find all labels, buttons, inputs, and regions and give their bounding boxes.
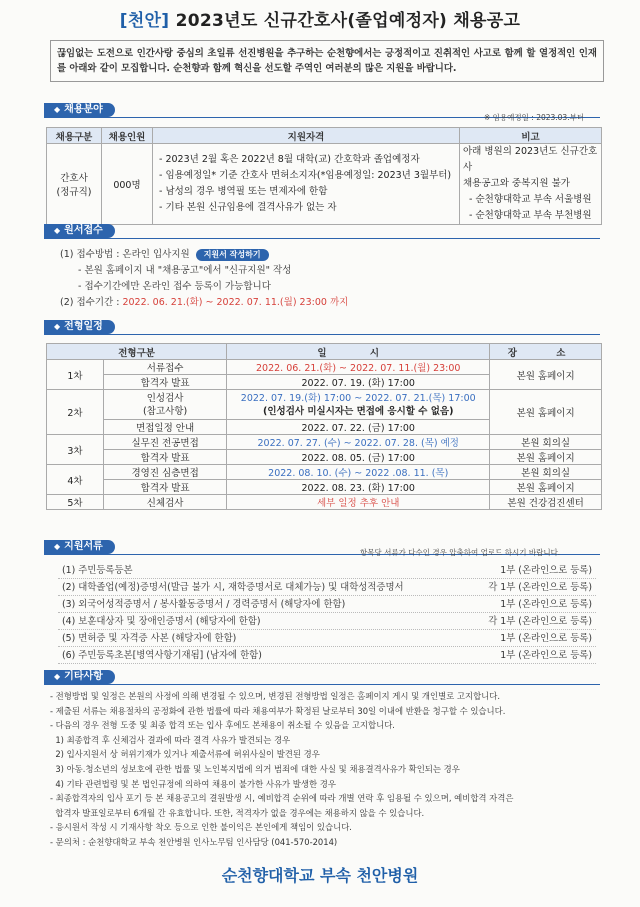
start-date-note: ※ 임용예정일 : 2023.03.부터 (484, 113, 585, 122)
diamond-icon: ◆ (54, 542, 61, 551)
apply-period-value: 2022. 06. 21.(화) ~ 2022. 07. 11.(월) 23:00 까지 (122, 297, 349, 308)
apply-period (60, 296, 348, 310)
etc-line: 합격자 발표일로부터 6개월 간 유효합니다. 또한, 적격자가 없을 경우에는 채용하지 않을 수 있습니다. (50, 807, 425, 818)
docs-note: 항목당 서류가 다수인 경우 압축하여 업로드 하시기 바랍니다. (360, 548, 561, 557)
qualification-line: - 기타 본원 신규임용에 결격사유가 없는 자 (159, 202, 337, 213)
doc-name: (5) 면허증 및 자격증 사본 (해당자에 한함) (62, 633, 237, 644)
schedule-item: 경영진 심층면접 (104, 465, 227, 480)
qualification-line: - 임용예정일* 기준 간호사 면허소지자(*임용예정일: 2023년 3월부터) (159, 170, 452, 181)
title-tag: [천안] (119, 11, 170, 31)
remark-line: - 순천향대학교 부속 서울병원 (469, 194, 592, 205)
title-text: 2023년도 신규간호사(졸업예정자) 채용공고 (175, 11, 521, 31)
intro-box: 끊임없는 도전으로 인간사랑 중심의 초일류 선진병원을 추구하는 순천향에서는 긍정적이고 진취적인 사고로 함께 할 열정적인 인재를 아래와 같이 모집합니다. 순천향과 함께 혁신을 선도할 주역인 여러분의 많은 지원을 바랍니다. (50, 40, 604, 82)
qualification-line: - 남성의 경우 병역필 또는 면제자에 한함 (159, 186, 328, 197)
doc-qty: 각 1부 (온라인으로 등록) (488, 582, 592, 593)
doc-qty: 1부 (온라인으로 등록) (500, 599, 592, 610)
schedule-date: 2022. 08. 10. (수) ~ 2022 .08. 11. (목) (227, 465, 490, 480)
category-line: (정규직) (56, 187, 92, 198)
schedule-table (46, 343, 602, 510)
schedule-date: 2022. 07. 19. (화) 17:00 (227, 375, 490, 390)
section-divider (44, 334, 600, 335)
etc-list (50, 689, 610, 850)
round-label: 3차 (47, 435, 104, 465)
schedule-date: 2022. 08. 05. (금) 17:00 (227, 450, 490, 465)
schedule-item: 합격자 발표 (104, 375, 227, 390)
etc-line: - 다음의 경우 전형 도중 및 최종 합격 또는 입사 후에도 본채용이 취소될 수 있음을 고지합니다. (50, 720, 395, 731)
apply-method (60, 248, 269, 262)
schedule-place: 본원 홈페이지 (490, 450, 602, 465)
category-line: 간호사 (60, 173, 88, 184)
section-apply-label: 원서접수 (64, 225, 103, 236)
apply-period-label: (2) 접수기간 : (60, 297, 123, 308)
remark-line: 채용공고와 중복지원 불가 (463, 178, 570, 189)
apply-method-text: (1) 접수방법 : 온라인 입사지원 (60, 249, 190, 260)
section-docs (44, 540, 115, 554)
etc-line: - 전형방법 및 일정은 본원의 사정에 의해 변경될 수 있으며, 변경된 전형방법 일정은 홈페이지 게시 및 개인별로 고지합니다. (50, 691, 501, 701)
doc-name: (4) 보훈대상자 및 장애인증명서 (해당자에 한함) (62, 616, 261, 627)
schedule-date-line: 2022. 07. 19.(화) 17:00 ~ 2022. 07. 21.(목) 17:00 (240, 392, 476, 404)
apply-sub: - 본원 홈페이지 내 "채용공고"에서 "신규지원" 작성 (78, 265, 292, 276)
schedule-place: 본원 회의실 (490, 435, 602, 450)
schedule-date (227, 390, 490, 420)
remark-line: 아래 병원의 2023년도 신규간호사 (463, 146, 598, 173)
schedule-item (104, 390, 227, 420)
doc-item (58, 648, 596, 664)
doc-qty: 1부 (온라인으로 등록) (500, 633, 592, 644)
schedule-header: 일 시 (227, 344, 490, 360)
schedule-header: 전형구분 (47, 344, 227, 360)
doc-item (58, 631, 596, 647)
round-label: 5차 (47, 495, 104, 510)
schedule-place: 본원 건강검진센터 (490, 495, 602, 510)
diamond-icon: ◆ (54, 105, 61, 114)
schedule-item-line: (참고사항) (143, 405, 188, 417)
schedule-item: 면접일정 안내 (104, 420, 227, 435)
doc-qty: 1부 (온라인으로 등록) (500, 650, 592, 661)
schedule-item: 신체검사 (104, 495, 227, 510)
etc-line: 3) 아동.청소년의 성보호에 관한 법률 및 노인복지법에 의거 범죄에 대한 사실 및 채용결격사유가 확인되는 경우 (50, 763, 460, 774)
etc-line: - 문의처 : 순천향대학교 부속 천안병원 인사노무팀 인사담당 (041-570-2014) (50, 836, 338, 847)
recruit-remarks (460, 144, 602, 225)
recruit-count: 000명 (102, 144, 153, 225)
schedule-place: 본원 홈페이지 (490, 360, 602, 390)
schedule-item: 실무진 전공면접 (104, 435, 227, 450)
section-schedule-label: 전형일정 (64, 321, 103, 332)
remark-line: - 순천향대학교 부속 부천병원 (469, 210, 592, 221)
recruit-header: 채용구분 (47, 128, 102, 144)
recruit-header: 비고 (460, 128, 602, 144)
doc-item (58, 580, 596, 596)
write-application-button[interactable]: 지원서 작성하기 (196, 249, 269, 261)
schedule-header: 장 소 (490, 344, 602, 360)
schedule-place: 본원 홈페이지 (490, 390, 602, 435)
recruit-category (47, 144, 102, 225)
round-label: 1차 (47, 360, 104, 390)
diamond-icon: ◆ (54, 226, 61, 235)
schedule-item-line: 인성검사 (146, 392, 184, 404)
etc-line: - 제출된 서류는 채용절차의 공정화에 관한 법률에 따라 채용여부가 확정된 날로부터 30일 이내에 반환을 청구할 수 있습니다. (50, 705, 506, 716)
section-recruit (44, 103, 115, 117)
etc-line: 1) 최종합격 후 신체검사 결과에 따라 결격 사유가 발견되는 경우 (50, 734, 291, 745)
recruit-header: 채용인원 (102, 128, 153, 144)
doc-item (58, 614, 596, 630)
page-title (0, 6, 640, 31)
diamond-icon: ◆ (54, 322, 61, 331)
qualification-line: - 2023년 2월 혹은 2022년 8월 대학(교) 간호학과 졸업예정자 (159, 154, 420, 165)
doc-item (58, 563, 596, 579)
section-etc-label: 기타사항 (64, 671, 103, 682)
schedule-place: 본원 홈페이지 (490, 480, 602, 495)
recruit-qualifications (153, 144, 460, 225)
schedule-date: 2022. 07. 27. (수) ~ 2022. 07. 28. (목) 예정 (227, 435, 490, 450)
schedule-item: 서류접수 (104, 360, 227, 375)
doc-item (58, 597, 596, 613)
schedule-date: 세부 일정 추후 안내 (227, 495, 490, 510)
doc-qty: 각 1부 (온라인으로 등록) (488, 616, 592, 627)
section-recruit-label: 채용분야 (64, 104, 103, 115)
etc-line: - 최종합격자의 입사 포기 등 본 채용공고의 결원발생 시, 예비합격 순위에 따라 개별 연락 후 임용될 수 있으며, 예비합격 자격은 (50, 793, 514, 804)
section-schedule (44, 320, 115, 334)
section-docs-label: 지원서류 (64, 541, 103, 552)
round-label: 2차 (47, 390, 104, 435)
section-apply (44, 224, 115, 238)
doc-name: (6) 주민등록초본[병역사항기재됨] (남자에 한함) (62, 650, 262, 661)
recruit-table (46, 127, 602, 225)
etc-line: - 응시원서 작성 시 기재사항 착오 등으로 인한 불이익은 본인에게 책임이 있습니다. (50, 822, 352, 833)
doc-qty: 1부 (온라인으로 등록) (500, 565, 592, 576)
schedule-item: 합격자 발표 (104, 450, 227, 465)
schedule-date: 2022. 08. 23. (화) 17:00 (227, 480, 490, 495)
doc-name: (3) 외국어성적증명서 / 봉사활동증명서 / 경력증명서 (해당자에 한함) (62, 599, 346, 610)
doc-name: (1) 주민등록등본 (62, 565, 133, 576)
schedule-date-note: (인성검사 미실시자는 면접에 응시할 수 없음) (263, 405, 454, 417)
section-divider (44, 684, 600, 685)
recruit-header: 지원자격 (153, 128, 460, 144)
apply-sub: - 접수기간에만 온라인 접수 등록이 가능합니다 (78, 281, 271, 292)
etc-line: 2) 입사지원서 상 허위기재가 있거나 제출서류에 허위사실이 발견된 경우 (50, 749, 320, 760)
schedule-item: 합격자 발표 (104, 480, 227, 495)
schedule-date: 2022. 06. 21.(화) ~ 2022. 07. 11.(월) 23:00 (227, 360, 490, 375)
doc-name: (2) 대학졸업(예정)증명서(발급 불가 시, 재학증명서로 대체가능) 및 대학성적증명서 (62, 582, 404, 593)
round-label: 4차 (47, 465, 104, 495)
diamond-icon: ◆ (54, 672, 61, 681)
schedule-place: 본원 회의실 (490, 465, 602, 480)
etc-line: 4) 기타 관련법령 및 본 법인규정에 의하여 채용이 불가한 사유가 발생한 경우 (50, 778, 336, 789)
section-divider (44, 238, 600, 239)
section-etc (44, 670, 115, 684)
hospital-footer: 순천향대학교 부속 천안병원 (221, 866, 419, 885)
schedule-date: 2022. 07. 22. (금) 17:00 (227, 420, 490, 435)
